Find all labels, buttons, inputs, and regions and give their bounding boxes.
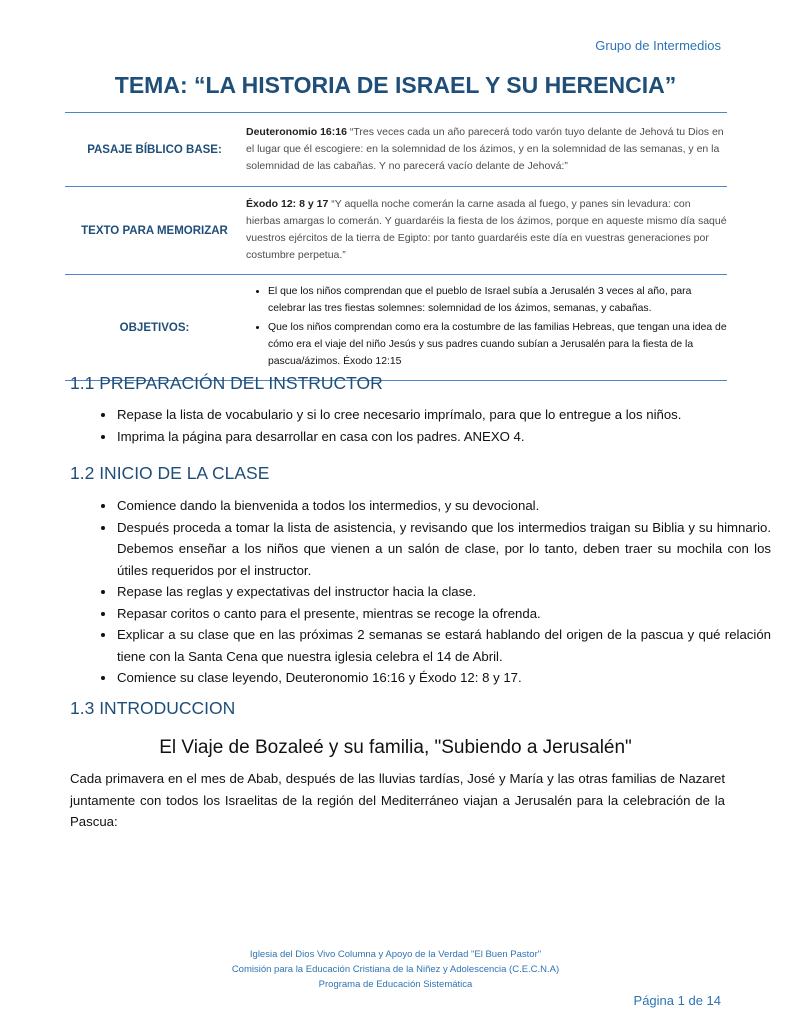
objetivos-value [244, 275, 727, 381]
pasaje-text: “Tres veces cada un año parecerá todo varón tuyo delante de Jehová tu Dios en el lugar que él escogiere: en la solemnidad de los ázimos, y en la solemnidad de las semanas, y en la solemnidad de las cabañas. Y no parecerá vacío delante de Jehová:” [246, 125, 724, 172]
list-item: • Repasar coritos o canto para el presente, mientras se recoge la ofrenda. [116, 603, 771, 625]
story-title: El Viaje de Bozaleé y su familia, "Subiendo a Jerusalén" [159, 737, 632, 758]
preparacion-list [70, 404, 771, 447]
memorizar-row [65, 187, 727, 275]
footer [0, 947, 791, 992]
pasaje-row [65, 113, 727, 187]
memorizar-value [244, 187, 727, 275]
page-number: Página 1 de 14 [633, 993, 721, 1008]
objetivo-item: • El que los niños comprendan que el pueblo de Israel subía a Jerusalén 3 veces al año, para celebrar las tres fiestas solemnes: solemnidad de los ázimos, semanas, y cabañas. [268, 283, 727, 317]
objetivos-list [246, 283, 727, 370]
pasaje-reference: Deuteronomio 16:16 [246, 125, 347, 138]
section-heading-preparacion: 1.1 PREPARACIÓN DEL INSTRUCTOR [70, 373, 383, 393]
lesson-info-table [65, 112, 727, 381]
list-item: • Comience su clase leyendo, Deuteronomio 16:16 y Éxodo 12: 8 y 17. [116, 667, 771, 689]
memorizar-reference: Éxodo 12: 8 y 17 [246, 198, 329, 210]
list-item: • Después proceda a tomar la lista de asistencia, y revisando que los intermedios traigan su Biblia y su himnario. Debemos enseñar a los niños que vienen a un salón de clase, por lo tanto, deben traer su mochila con los útiles requeridos por el instructor. [116, 517, 771, 582]
list-item: • Repase la lista de vocabulario y si lo cree necesario imprímalo, para que lo entregue a los niños. [116, 404, 771, 426]
objetivos-label: OBJETIVOS: [65, 275, 244, 381]
pasaje-label: PASAJE BÍBLICO BASE: [65, 113, 244, 187]
memorizar-text: “Y aquella noche comerán la carne asada al fuego, y panes sin levadura: con hierbas amargas lo comerán. Y guardaréis la fiesta de los ázimos, porque en aqueste mismo día saqué vuestros ejércitos de la tierra de Egipto: por tanto guardaréis este día en vuestras generaciones por costumbre perpetua.” [246, 198, 727, 261]
intro-paragraph: Cada primavera en el mes de Abab, después de las lluvias tardías, José y María y las otras familias de Nazaret juntamente con todos los Israelitas de la región del Mediterráneo viajan a Jerusalén para la celebración de la Pascua: [70, 771, 725, 829]
header-group-label: Grupo de Intermedios [595, 38, 721, 53]
section-heading-inicio: 1.2 INICIO DE LA CLASE [70, 463, 270, 483]
footer-commission: Comisión para la Educación Cristiana de la Niñez y Adolescencia (C.E.C.N.A) [231, 964, 560, 975]
list-item: • Imprima la página para desarrollar en casa con los padres. ANEXO 4. [116, 426, 771, 448]
objetivo-item: • Que los niños comprendan como era la costumbre de las familias Hebreas, que tengan una idea de cómo era el viaje del niño Jesús y sus padres cuando subían a Jerusalén para la fiesta de la pascua/ázimos. Éxodo 12:15 [268, 319, 727, 370]
objetivos-row [65, 275, 727, 381]
memorizar-label: TEXTO PARA MEMORIZAR [65, 187, 244, 275]
footer-program: Programa de Educación Sistemática [318, 979, 473, 990]
page-title: TEMA: “LA HISTORIA DE ISRAEL Y SU HERENCIA” [114, 72, 677, 98]
list-item: • Explicar a su clase que en las próximas 2 semanas se estará hablando del origen de la pascua y qué relación tiene con la Santa Cena que nuestra iglesia celebra el 14 de Abril. [116, 624, 771, 667]
footer-church: Iglesia del Dios Vivo Columna y Apoyo de la Verdad "El Buen Pastor" [249, 949, 542, 960]
pasaje-value [244, 113, 727, 187]
list-item: • Comience dando la bienvenida a todos los intermedios, y su devocional. [116, 495, 771, 517]
list-item: • Repase las reglas y expectativas del instructor hacia la clase. [116, 581, 771, 603]
inicio-list [70, 495, 771, 689]
section-heading-introduccion: 1.3 INTRODUCCION [70, 698, 236, 718]
